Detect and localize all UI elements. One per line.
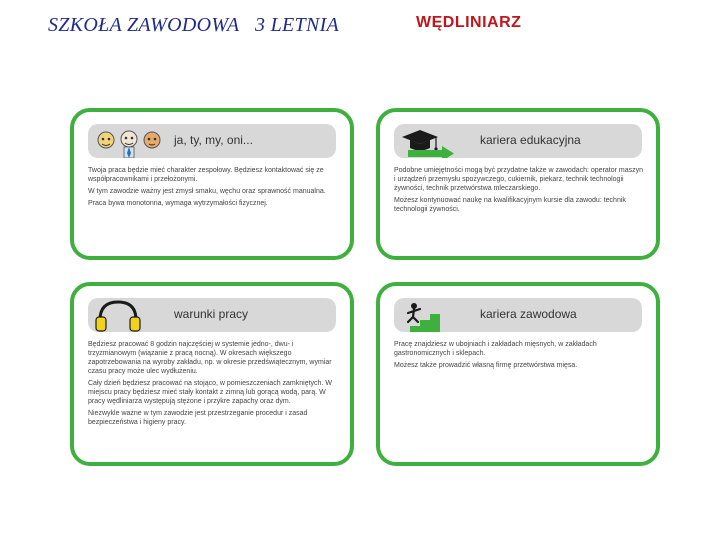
page-title-profession: WĘDLINIARZ — [416, 14, 522, 31]
card-body — [88, 166, 340, 211]
stairs-climber-icon — [400, 300, 470, 332]
card-paragraph: Będziesz pracować 8 godzin najczęściej w systemie jedno-, dwu- i trzyzmianowym (wiązanie z pracą nocną). W okresach większego zapotrzebowania na wyroby zakładu, np. w okresie przedświątecznym, wymiar czasu pracy może ulec wydłużeniu. — [88, 341, 332, 375]
graduation-cap-icon — [400, 126, 470, 158]
card-header — [88, 298, 336, 332]
card-body — [88, 340, 340, 430]
card-header — [394, 298, 642, 332]
card-teamwork — [70, 108, 354, 260]
card-title: warunki pracy — [174, 307, 249, 321]
card-body — [394, 340, 646, 373]
card-paragraph: Twoja praca będzie mieć charakter zespołowy. Będziesz kontaktować się ze współpracownikami i przełożonymi. — [88, 167, 324, 183]
card-professional-career — [376, 282, 660, 466]
people-icon — [94, 126, 164, 158]
card-paragraph: Możesz kontynuować naukę na kwalifikacyjnym kursie dla zawodu: technik technologii żywności. — [394, 197, 626, 213]
card-paragraph: Niezwykle ważne w tym zawodzie jest przestrzeganie procedur i zasad bezpieczeństwa i higieny pracy. — [88, 410, 308, 426]
card-paragraph: W tym zawodzie ważny jest zmysł smaku, węchu oraz sprawność manualna. — [88, 188, 326, 195]
card-paragraph: Możesz także prowadzić własną firmę przetwórstwa mięsa. — [394, 362, 578, 369]
card-title: ja, ty, my, oni... — [174, 133, 253, 147]
card-paragraph: Cały dzień będziesz pracować na stojąco, w pomieszczeniach zamkniętych. W miejscu pracy będziesz mieć stały kontakt z zimną lub gorącą wodą, parą. W pracy wędliniarza występują stężone i przykre zapachy oraz dym. — [88, 380, 332, 405]
card-header — [88, 124, 336, 158]
card-paragraph: Pracę znajdziesz w ubojniach i zakładach mięsnych, w zakładach gastronomicznych i sklepach. — [394, 341, 597, 357]
card-title: kariera edukacyjna — [480, 133, 581, 147]
card-body — [394, 166, 646, 217]
card-title: kariera zawodowa — [480, 307, 577, 321]
card-paragraph: Podobne umiejętności mogą być przydatne także w zawodach: operator maszyn i urządzeń przemysłu spożywczego, cukiernik, piekarz, technik technologii żywności, technik przetwórstwa mleczarskiego. — [394, 167, 644, 192]
page-title-school: SZKOŁA ZAWODOWA 3 LETNIA — [48, 14, 340, 36]
card-work-conditions — [70, 282, 354, 466]
headphones-icon — [94, 300, 164, 332]
card-header — [394, 124, 642, 158]
card-education-career — [376, 108, 660, 260]
card-paragraph: Praca bywa monotonna, wymaga wytrzymałości fizycznej. — [88, 200, 268, 207]
